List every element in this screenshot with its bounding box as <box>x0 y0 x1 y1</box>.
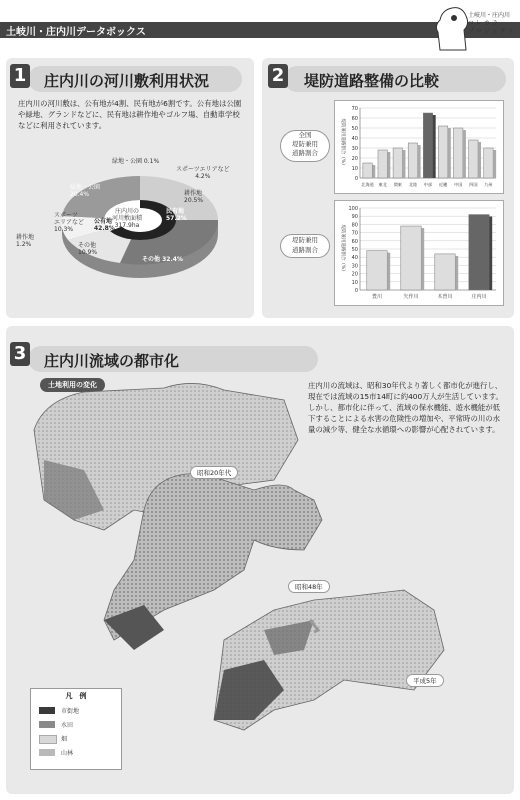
legend-title: 凡 例 <box>65 691 87 700</box>
section3-title: 庄内川流域の都市化 <box>44 352 180 370</box>
y-tick-label: 80 <box>351 222 358 229</box>
legend-swatch-paddy <box>39 721 55 728</box>
oval-comparison: 堤防兼用 道路割合 <box>280 234 330 258</box>
section3-subtitle: 土地利用の変化 <box>40 378 105 392</box>
map-legend <box>30 688 122 770</box>
bar <box>438 126 447 178</box>
y-tick-label: 10 <box>351 279 358 286</box>
bar <box>408 143 417 178</box>
header-title: 土岐川・庄内川データボックス <box>6 27 146 38</box>
bar <box>393 148 402 178</box>
x-tick-label: 東北 <box>378 182 387 187</box>
legend-label-field: 畑 <box>61 736 68 743</box>
y-axis-label: 堤防兼用道路割合（%） <box>340 118 345 168</box>
legend-label-urban: 市街地 <box>61 708 80 715</box>
y-tick-label: 50 <box>351 126 358 132</box>
logo-line-1: 土岐川・庄内川 <box>468 12 511 19</box>
y-tick-label: 50 <box>351 247 358 253</box>
x-tick-label: 豊川 <box>371 294 383 300</box>
logo-figure-icon <box>432 2 472 52</box>
bar-side <box>402 150 405 178</box>
donut-center-label: 庄内川の 河川敷面積 317.9ha <box>112 208 143 229</box>
label-sports-public: スポーツ エリアなど 10.3% <box>54 212 85 233</box>
y-tick-label: 70 <box>351 106 358 112</box>
bar-side <box>421 228 424 290</box>
legend-label-paddy: 水田 <box>61 722 74 729</box>
bar <box>435 254 455 290</box>
x-tick-label: 北海道 <box>361 182 374 187</box>
y-tick-label: 20 <box>351 156 358 162</box>
label-farm-public: 耕作地 1.2% <box>16 234 35 248</box>
bar-side <box>387 152 390 178</box>
bar <box>423 113 432 178</box>
legend-swatch-urban <box>39 707 55 714</box>
bar <box>363 163 372 178</box>
y-tick-label: 40 <box>351 255 358 262</box>
x-tick-label: 関東 <box>393 182 402 187</box>
legend-swatch-forest <box>39 749 55 756</box>
y-tick-label: 0 <box>354 176 358 182</box>
bar-side <box>493 150 496 178</box>
x-tick-label: 庄内川 <box>471 294 487 300</box>
x-tick-label: 北陸 <box>408 182 418 187</box>
y-axis-label: 堤防兼用道路割合（%） <box>340 224 345 274</box>
label-other-private: その他 32.4% <box>142 256 183 263</box>
bar-side <box>387 253 390 290</box>
y-tick-label: 70 <box>351 230 358 237</box>
label-park: 緑地・公園 20.4% <box>70 184 101 198</box>
section2-number: 2 <box>268 64 288 88</box>
oval-national: 全国 堤防兼用 道路割合 <box>280 130 330 162</box>
label-other-public: その他 10.9% <box>78 242 98 256</box>
y-tick-label: 10 <box>351 166 358 172</box>
bar <box>469 140 478 178</box>
x-tick-label: 四国 <box>469 182 478 187</box>
bar-side <box>448 128 451 178</box>
x-tick-label: 中部 <box>423 182 433 187</box>
x-tick-label: 近畿 <box>438 182 448 187</box>
y-tick-label: 0 <box>354 288 358 294</box>
y-tick-label: 20 <box>351 271 358 278</box>
x-tick-label: 九州 <box>484 182 493 187</box>
bar <box>454 128 463 178</box>
bar <box>378 150 387 178</box>
map-label-showa48: 昭和48年 <box>288 580 330 593</box>
y-tick-label: 30 <box>351 146 358 152</box>
bar <box>484 148 493 178</box>
label-farm: 耕作地 20.5% <box>184 190 204 204</box>
bar-side <box>463 130 466 178</box>
y-tick-label: 100 <box>348 206 358 212</box>
legend-label-forest: 山林 <box>61 750 74 757</box>
bar-side <box>433 115 436 178</box>
logo-text <box>468 12 514 36</box>
legend-swatch-field <box>39 735 57 744</box>
label-park-wide: 緑地・公園 0.1% <box>112 158 160 165</box>
x-tick-label: 矢作川 <box>403 294 419 300</box>
y-tick-label: 30 <box>351 263 358 270</box>
label-private: 民有地 57.2% <box>166 208 187 222</box>
y-tick-label: 60 <box>351 116 358 122</box>
bar-side <box>489 217 492 290</box>
label-sports-area: スポーツエリアなど 4.2% <box>176 166 230 180</box>
map-label-heisei5: 平成5年 <box>406 674 444 687</box>
regional-bar-chart <box>334 100 502 192</box>
x-tick-label: 中国 <box>454 182 463 187</box>
project-logo <box>432 2 518 54</box>
bar-side <box>372 165 375 178</box>
label-public: 公有地 42.8% <box>94 218 115 232</box>
bar-side <box>418 145 421 178</box>
y-tick-label: 90 <box>351 214 358 221</box>
logo-line-3: プ ロ ジ ェ ク ト <box>468 28 514 35</box>
bar <box>401 226 421 290</box>
bar <box>367 251 387 290</box>
map-label-showa20: 昭和20年代 <box>190 466 238 479</box>
river-bar-chart <box>334 200 502 304</box>
section3-number: 3 <box>10 342 30 366</box>
bar-side <box>478 142 481 178</box>
section3-body: 庄内川の流域は、昭和30年代より著しく都市化が進行し、現在では流域の15市14町に約400万人が生活しています。しかし、都市化に伴って、流域の保水機能、遊水機能が低下することによる水害の危険性の増加や、平常時の川の水量の減少等、健全な水循環への影響が心配されています。 <box>308 381 503 434</box>
logo-line-2: コ レ カ ラ <box>468 20 498 27</box>
section1-title: 庄内川の河川敷利用状況 <box>44 72 210 90</box>
bar-side <box>455 256 458 290</box>
y-tick-label: 60 <box>351 238 358 245</box>
x-tick-label: 木曽川 <box>437 294 453 300</box>
section1-body: 庄内川の河川敷は、公有地が4割、民有地が6割です。公有地は公園や緑地、グランドなどに、民有地は耕作地やゴルフ場、自動車学校などに利用されています。 <box>18 99 242 130</box>
bar <box>469 215 489 290</box>
section2-title: 堤防道路整備の比較 <box>304 72 440 90</box>
section1-number: 1 <box>10 64 30 88</box>
y-tick-label: 40 <box>351 136 358 142</box>
